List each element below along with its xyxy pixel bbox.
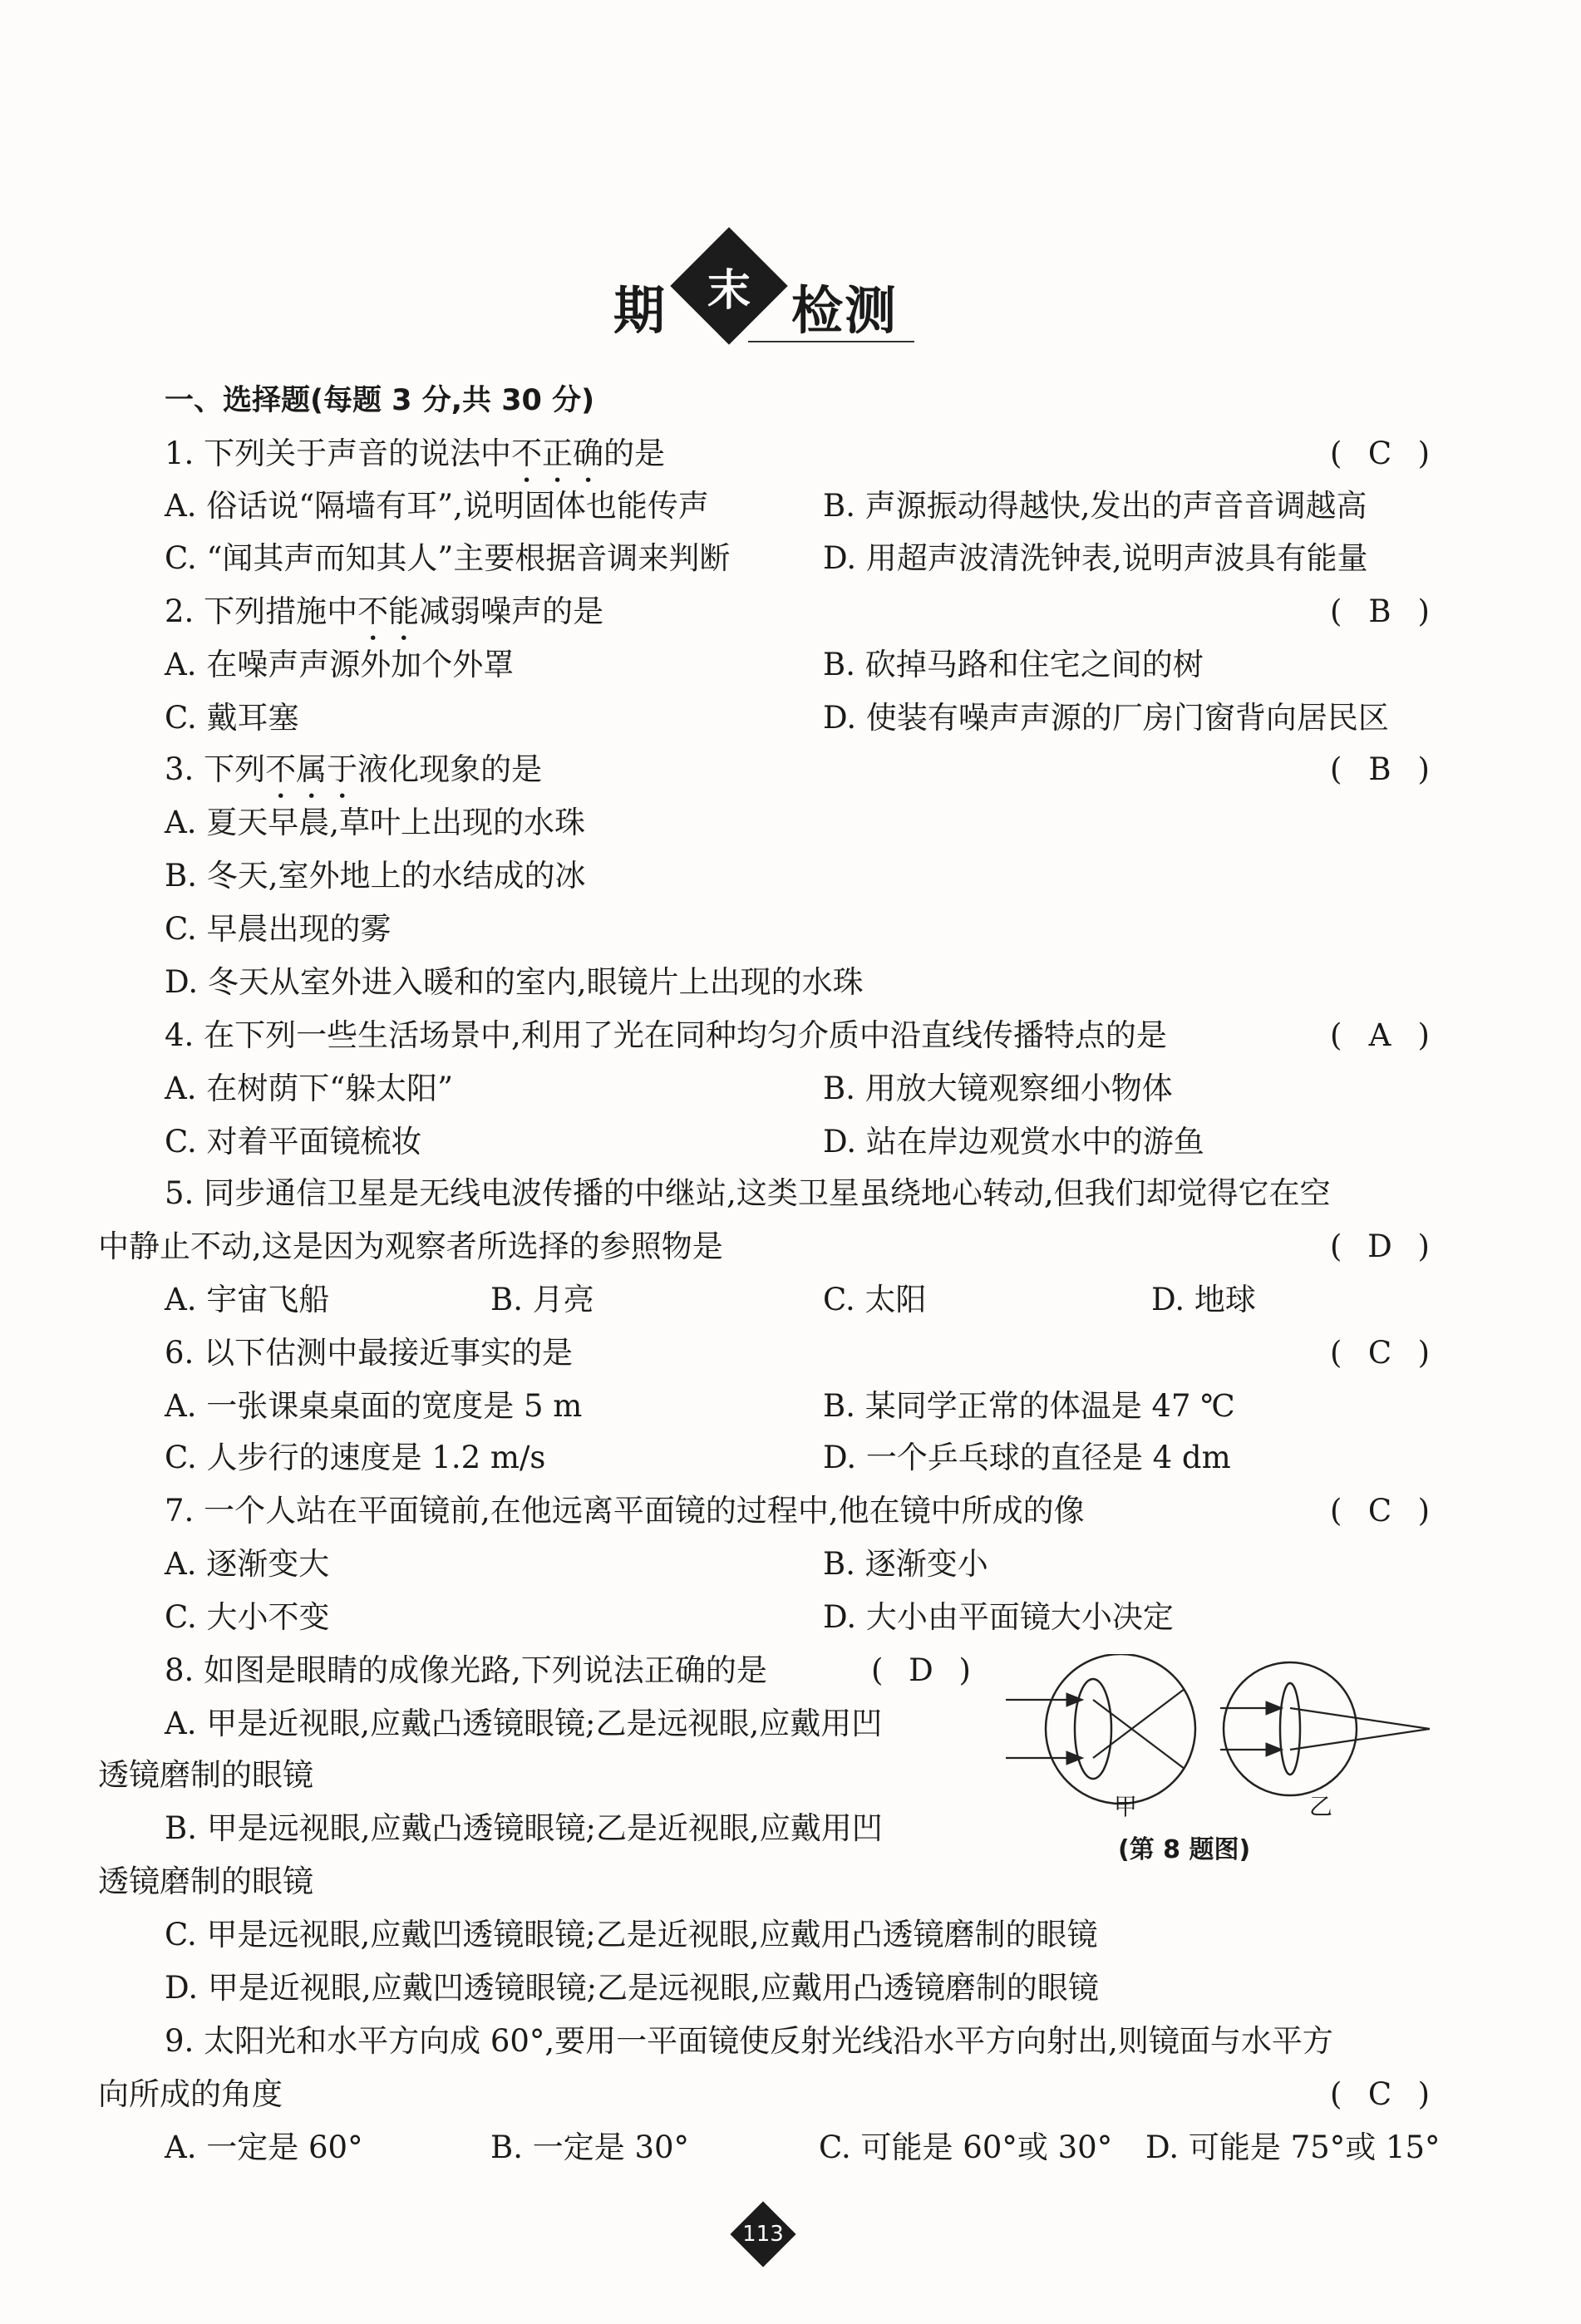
q2-option-d: D. 使装有噪声声源的厂房门窗背向居民区: [823, 700, 1389, 736]
title-underline: [748, 341, 914, 342]
q6-option-c: C. 人步行的速度是 1.2 m/s: [165, 1440, 546, 1475]
q1-option-d: D. 用超声波清洗钟表,说明声波具有能量: [823, 540, 1368, 576]
answer-8: ( D ): [871, 1652, 971, 1688]
q9-option-c: C. 可能是 60°或 30°: [819, 2130, 1113, 2165]
question-4-stem: 4. 在下列一些生活场景中,利用了光在同种均匀介质中沿直线传播特点的是: [165, 1017, 1167, 1053]
question-9-stem-line2: 向所成的角度: [98, 2076, 283, 2112]
q3-option-c: C. 早晨出现的雾: [165, 911, 392, 947]
q5-option-c: C. 太阳: [823, 1282, 927, 1317]
q3-option-b: B. 冬天,室外地上的水结成的冰: [165, 858, 586, 894]
q4-option-c: C. 对着平面镜梳妆: [165, 1124, 422, 1160]
question-8-stem: 8. 如图是眼睛的成像光路,下列说法正确的是: [165, 1652, 767, 1688]
figure-label-jia: 甲: [1114, 1793, 1138, 1820]
q8-option-a-line1: A. 甲是近视眼,应戴凸透镜眼镜;乙是远视眼,应戴用凹: [165, 1706, 883, 1741]
question-5-stem-line1: 5. 同步通信卫星是无线电波传播的中继站,这类卫星虽绕地心转动,但我们却觉得它在空: [165, 1175, 1331, 1211]
eye-diagram-figure: [997, 1654, 1438, 1864]
q3-option-d: D. 冬天从室外进入暖和的室内,眼镜片上出现的水珠: [165, 964, 864, 1000]
question-5-stem-line2: 中静止不动,这是因为观察者所选择的参照物是: [98, 1228, 723, 1264]
q3-option-a: A. 夏天早晨,草叶上出现的水珠: [165, 805, 586, 840]
answer-3: ( B ): [1330, 751, 1430, 787]
q8-option-b-line1: B. 甲是远视眼,应戴凸透镜眼镜;乙是近视眼,应戴用凹: [165, 1810, 883, 1846]
section-heading: 一、选择题(每题 3 分,共 30 分): [165, 384, 595, 417]
q9-option-a: A. 一定是 60°: [165, 2130, 363, 2165]
q2-option-a: A. 在噪声声源外加个外罩: [165, 647, 515, 682]
q8-option-d: D. 甲是近视眼,应戴凹透镜眼镜;乙是远视眼,应戴用凸透镜磨制的眼镜: [165, 1970, 1099, 2006]
q5-option-d: D. 地球: [1151, 1282, 1256, 1317]
q9-option-b: B. 一定是 30°: [490, 2130, 690, 2165]
question-1-stem: 1. 下列关于声音的说法中不正确的是: [165, 436, 666, 471]
q1-option-c: C. “闻其声而知其人”主要根据音调来判断: [165, 540, 731, 576]
q7-option-b: B. 逐渐变小: [823, 1546, 988, 1582]
q7-option-c: C. 大小不变: [165, 1599, 330, 1635]
answer-5: ( D ): [1330, 1228, 1430, 1264]
eye-diagram: [997, 1654, 1438, 1820]
q1-option-a: A. 俗话说“隔墙有耳”,说明固体也能传声: [165, 488, 709, 524]
q1-option-b: B. 声源振动得越快,发出的声音音调越高: [823, 488, 1367, 524]
q6-option-a: A. 一张课桌桌面的宽度是 5 m: [165, 1388, 583, 1424]
q7-option-d: D. 大小由平面镜大小决定: [823, 1599, 1174, 1635]
answer-9: ( C ): [1330, 2076, 1430, 2112]
figure-label-yi: 乙: [1309, 1793, 1333, 1820]
question-7-stem: 7. 一个人站在平面镜前,在他远离平面镜的过程中,他在镜中所成的像: [165, 1493, 1085, 1529]
question-6-stem: 6. 以下估测中最接近事实的是: [165, 1335, 574, 1371]
q4-option-d: D. 站在岸边观赏水中的游鱼: [823, 1124, 1204, 1160]
q2-option-c: C. 戴耳塞: [165, 700, 299, 736]
q2-option-b: B. 砍掉马路和住宅之间的树: [823, 647, 1204, 682]
q8-option-b-line2: 透镜磨制的眼镜: [98, 1864, 313, 1899]
q8-option-a-line2: 透镜磨制的眼镜: [98, 1757, 313, 1793]
q4-option-a: A. 在树荫下“躲太阳”: [165, 1071, 454, 1106]
title-right: 检测: [791, 280, 899, 341]
q5-option-a: A. 宇宙飞船: [165, 1282, 330, 1317]
q5-option-b: B. 月亮: [490, 1282, 594, 1317]
answer-2: ( B ): [1330, 593, 1430, 629]
page-title: [598, 218, 914, 367]
q6-option-b: B. 某同学正常的体温是 47 ℃: [823, 1388, 1235, 1424]
question-9-stem-line1: 9. 太阳光和水平方向成 60°,要用一平面镜使反射光线沿水平方向射出,则镜面与水平方: [165, 2023, 1333, 2059]
q7-option-a: A. 逐渐变大: [165, 1546, 330, 1582]
eye-jia: [1006, 1654, 1195, 1804]
question-2-stem: 2. 下列措施中不能减弱噪声的是: [165, 593, 604, 629]
page-number-text: 113: [742, 2222, 784, 2247]
answer-1: ( C ): [1330, 436, 1430, 471]
page-number: [730, 2201, 796, 2267]
figure-caption: (第 8 题图): [1118, 1835, 1251, 1864]
q4-option-b: B. 用放大镜观察细小物体: [823, 1071, 1173, 1106]
question-3-stem: 3. 下列不属于液化现象的是: [165, 751, 543, 787]
q9-option-d: D. 可能是 75°或 15°: [1145, 2130, 1441, 2165]
answer-6: ( C ): [1330, 1335, 1430, 1371]
answer-7: ( C ): [1330, 1493, 1430, 1529]
q8-option-c: C. 甲是远视眼,应戴凹透镜眼镜;乙是近视眼,应戴用凸透镜磨制的眼镜: [165, 1917, 1098, 1952]
title-left: 期: [613, 280, 667, 341]
title-diamond-char: 末: [707, 264, 751, 316]
answer-4: ( A ): [1330, 1017, 1430, 1053]
q6-option-d: D. 一个乒乓球的直径是 4 dm: [823, 1440, 1231, 1475]
eye-yi: [1220, 1662, 1430, 1795]
